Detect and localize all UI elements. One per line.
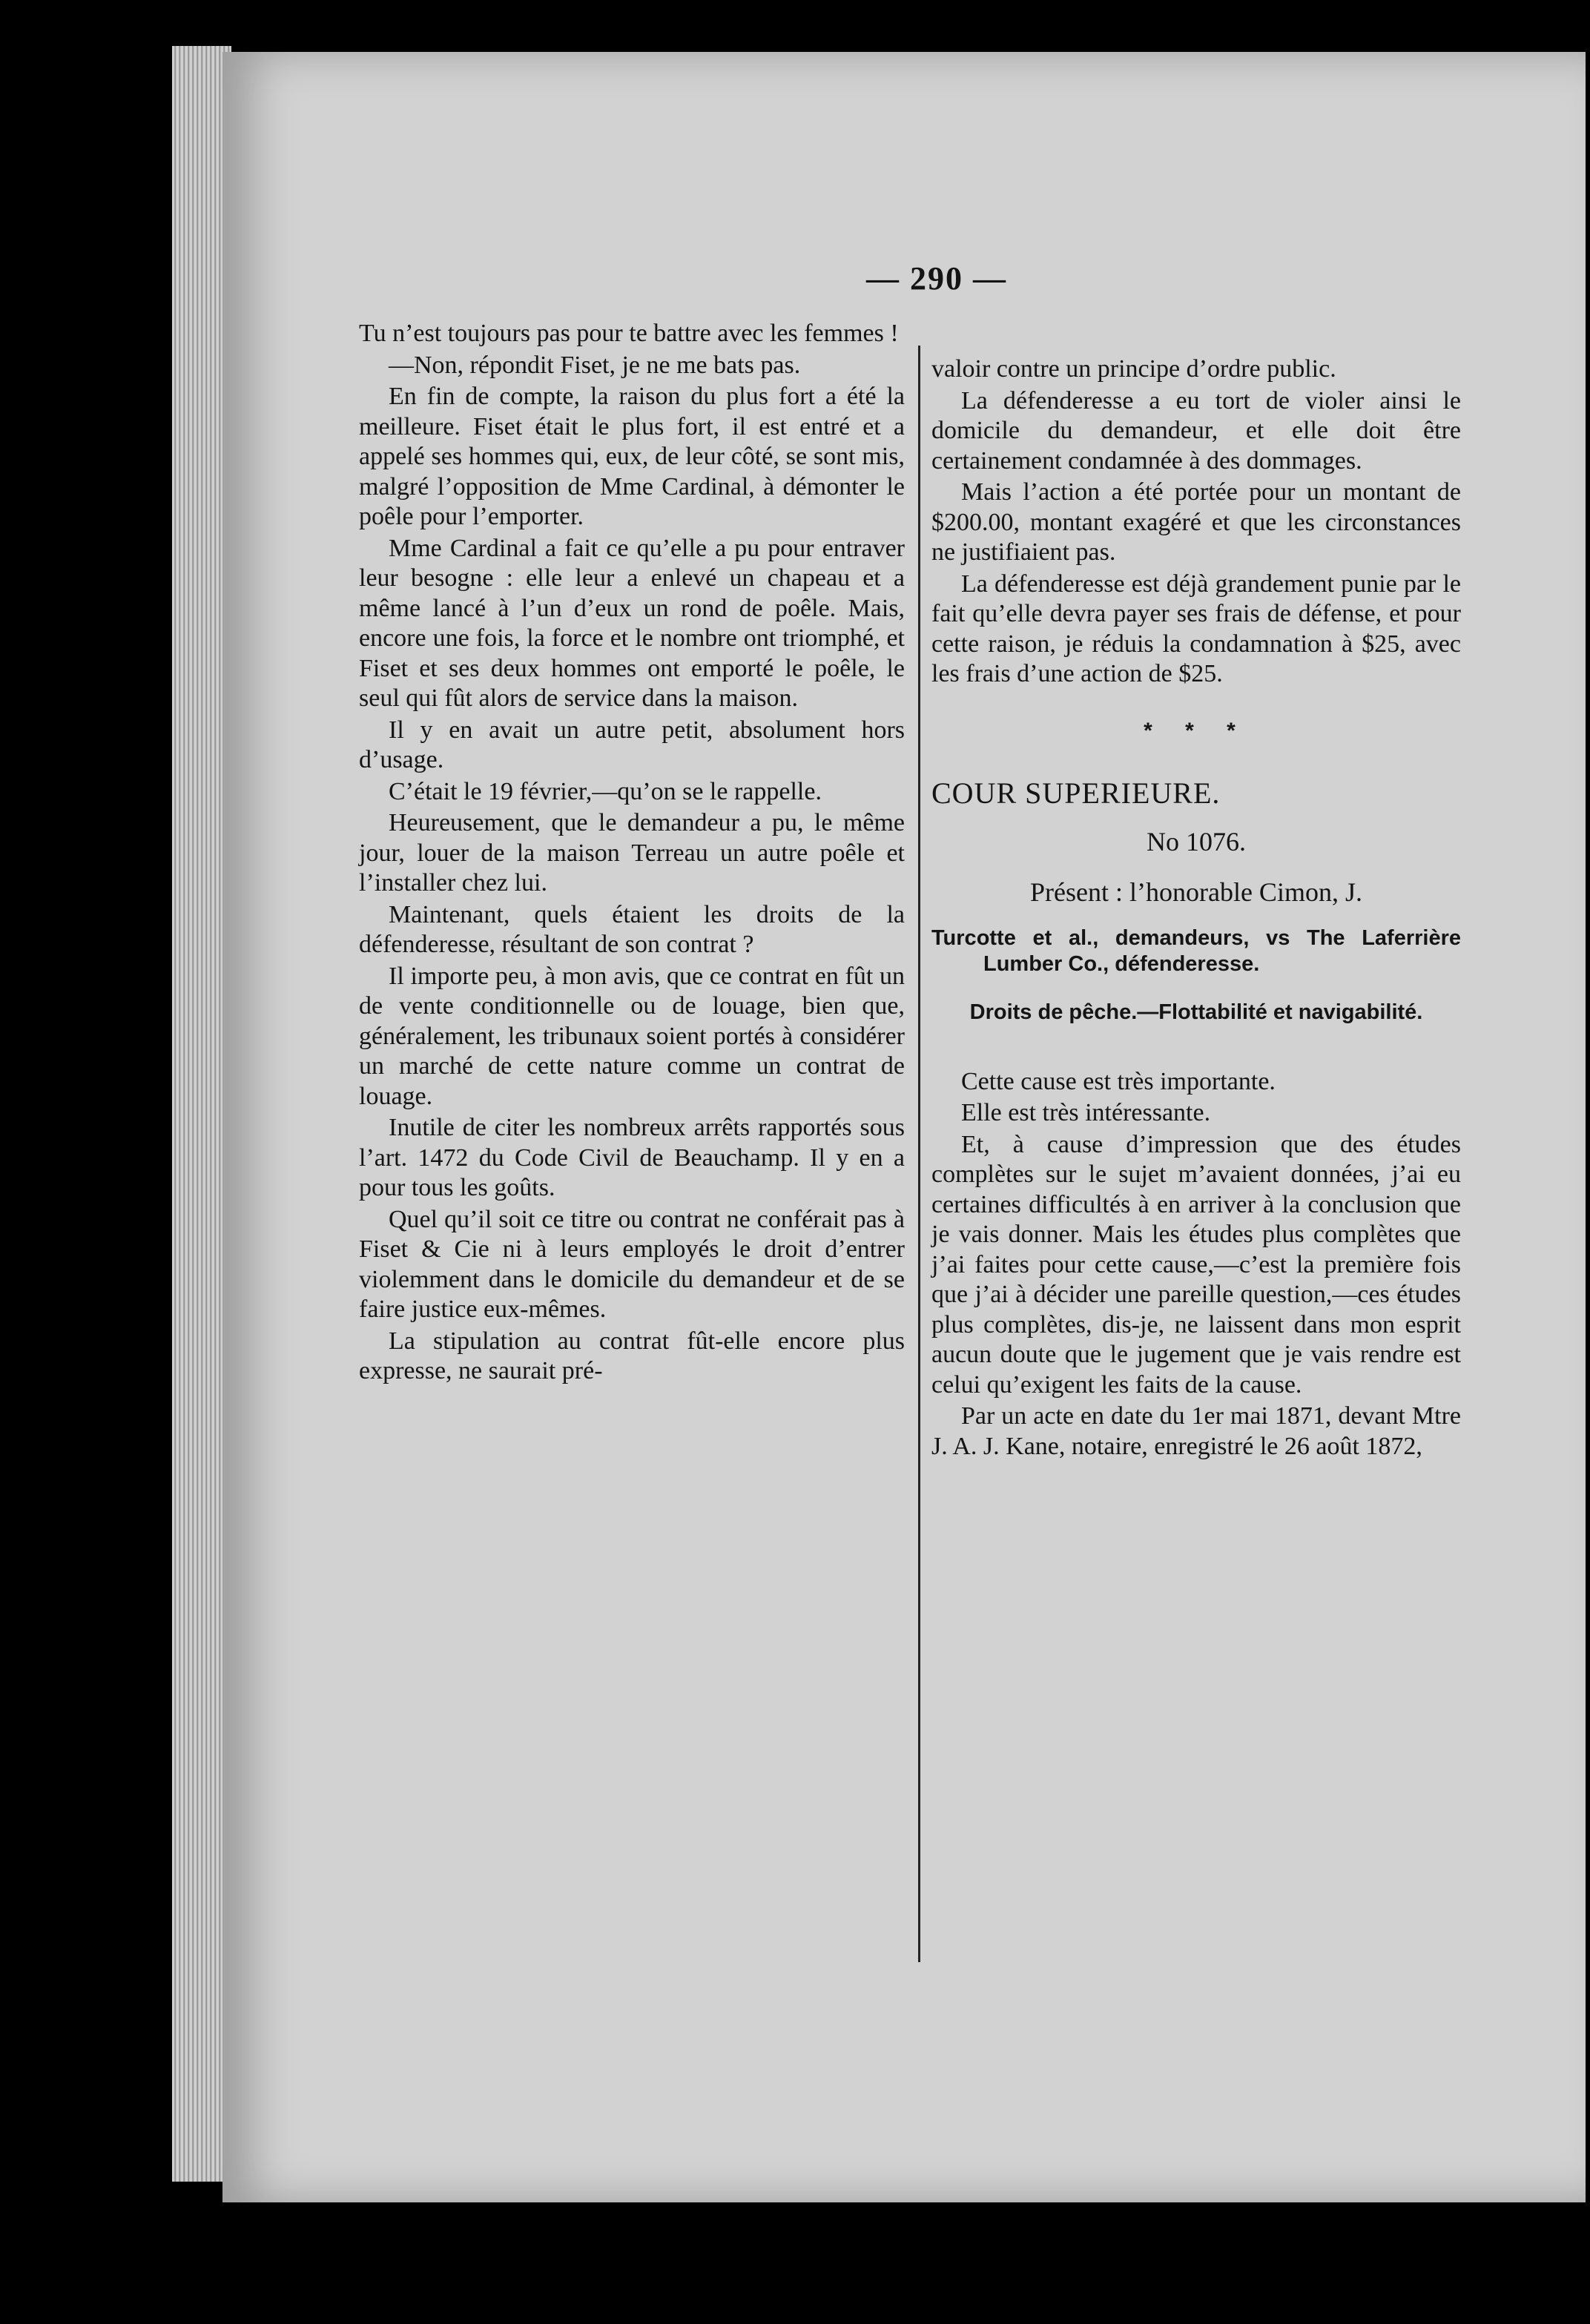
paragraph: Par un acte en date du 1er mai 1871, devant Mtre J. A. J. Kane, notaire, enregistré le 26 août 1872, bbox=[931, 1402, 1461, 1460]
paragraph: En fin de compte, la raison du plus fort a été la meilleure. Fiset était le plus fort, il est entré et a appelé ses hommes qui, eux, de leur côté, se sont mis, malgré l’opposition de Mme Cardinal, à démonter le poêle pour l’emporter. bbox=[359, 383, 905, 530]
case-subject: Droits de pêche.—Flottabilité et navigabilité. bbox=[969, 1000, 1423, 1024]
paragraph: Tu n’est toujours pas pour te battre avec les femmes ! bbox=[359, 320, 899, 347]
paragraph: Maintenant, quels étaient les droits de la défenderesse, résultant de son contrat ? bbox=[359, 900, 905, 958]
section-separator: * * * bbox=[1144, 718, 1249, 743]
paragraph: Inutile de citer les nombreux arrêts rapportés sous l’art. 1472 du Code Civil de Beauchamp. Il y en a pour tous les goûts. bbox=[359, 1114, 905, 1201]
paragraph: Mme Cardinal a fait ce qu’elle a pu pour entraver leur besogne : elle leur a enlevé un chapeau et a même lancé à l’un d’eux un rond de poêle. Mais, encore une fois, la force et le nombre ont triomphé, et Fiset et ses deux hommes ont emporté le poêle, le seul qui fût alors de service dans la maison. bbox=[359, 534, 905, 712]
paragraph: valoir contre un principe d’ordre public. bbox=[931, 355, 1336, 383]
paragraph: Il y en avait un autre petit, absolument hors d’usage. bbox=[359, 716, 905, 773]
judge-present: Présent : l’honorable Cimon, J. bbox=[1030, 877, 1362, 907]
page-number: — 290 — bbox=[866, 260, 1007, 297]
paragraph: Il importe peu, à mon avis, que ce contrat en fût un de vente conditionnelle ou de louage, bien que, généralement, les tribunaux soient portés à considérer un marché de cette nature comme un contrat de louage. bbox=[359, 962, 905, 1110]
paragraph: La défenderesse est déjà grandement punie par le fait qu’elle devra payer ses frais de défense, et pour cette raison, je réduis la condamnation à $25, avec les frais d’une action de $25. bbox=[931, 570, 1461, 687]
right-column bbox=[931, 354, 1461, 1463]
paragraph: Quel qu’il soit ce titre ou contrat ne conférait pas à Fiset & Cie ni à leurs employés le droit d’entrer violemment dans le domicile du demandeur et de se faire justice eux-mêmes. bbox=[359, 1205, 905, 1323]
paragraph: Et, à cause d’impression que des études complètes sur le sujet m’avaient données, j’ai eu certaines difficultés à en arriver à la conclusion que je vais donner. Mais les études plus complètes que j’ai faites pour cette cause,—c’est la première fois que j’ai à décider une pareille question,—ces études plus complètes, dis-je, ne laissent dans mon esprit aucun doute que le jugement que je vais rendre est celui qu’exigent les faits de la cause. bbox=[931, 1130, 1461, 1399]
paragraph: Mais l’action a été portée pour un montant de $200.00, montant exagéré et que les circonstances ne justifiaient pas. bbox=[931, 478, 1461, 566]
left-column bbox=[359, 319, 905, 1388]
case-parties: Turcotte et al., demandeurs, vs The Laferrière Lumber Co., défenderesse. bbox=[931, 925, 1461, 976]
paragraph: C’était le 19 février,—qu’on se le rappelle. bbox=[389, 777, 822, 805]
paragraph: —Non, répondit Fiset, je ne me bats pas. bbox=[389, 351, 801, 379]
court-heading: COUR SUPERIEURE. bbox=[931, 776, 1221, 810]
case-number: No 1076. bbox=[1147, 826, 1246, 856]
paragraph: Elle est très intéressante. bbox=[961, 1099, 1211, 1126]
paragraph: La défenderesse a eu tort de violer ainsi le domicile du demandeur, et elle doit être certainement condamnée à des dommages. bbox=[931, 386, 1461, 475]
paragraph: La stipulation au contrat fût-elle encore plus expresse, ne saurait pré- bbox=[359, 1327, 905, 1384]
paragraph: Heureusement, que le demandeur a pu, le même jour, louer de la maison Terreau un autre poêle et l’installer chez lui. bbox=[359, 809, 905, 897]
column-divider bbox=[918, 346, 920, 1962]
paragraph: Cette cause est très importante. bbox=[961, 1067, 1276, 1095]
